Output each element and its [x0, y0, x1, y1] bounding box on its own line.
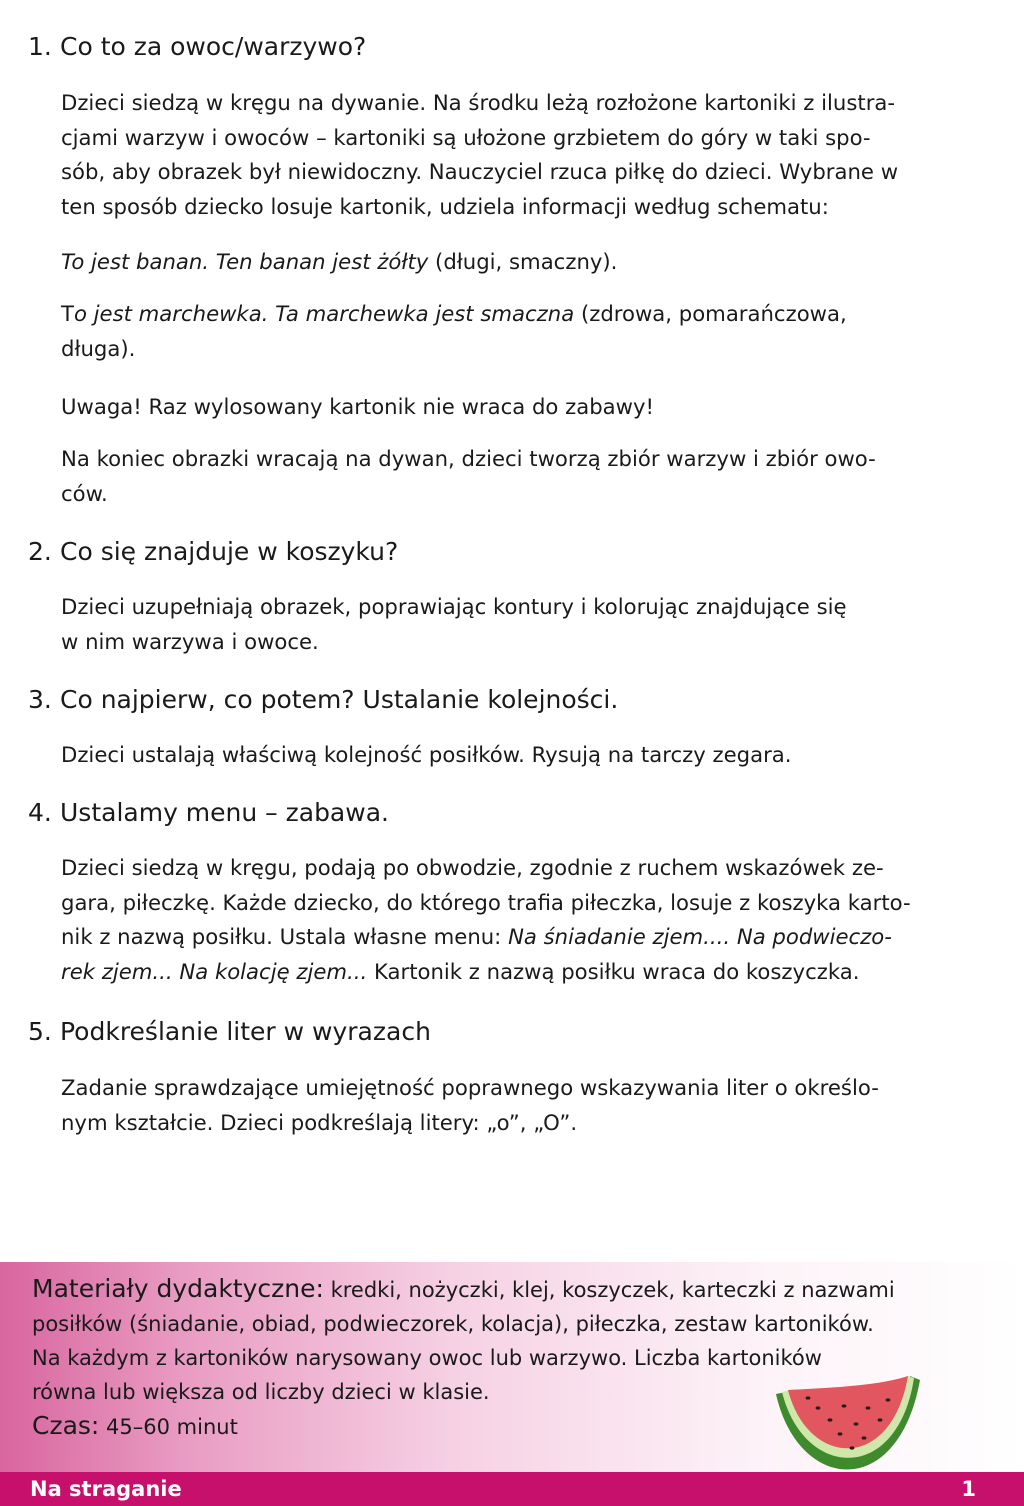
- text-line: ców.: [61, 480, 108, 506]
- materials-label: Materiały dydaktyczne:: [32, 1274, 324, 1303]
- example-rest: (zdrowa, pomarańczowa,: [574, 301, 847, 326]
- text-line: cjami warzyw i owoców – kartoniki są ułożone grzbietem do góry w taki spo-: [61, 124, 871, 150]
- section-title: Co to za owoc/warzywo?: [60, 32, 367, 61]
- section-1-heading: [28, 31, 366, 63]
- section-number: 4.: [28, 798, 52, 827]
- closing: [61, 442, 996, 511]
- section-2-heading: [28, 536, 398, 568]
- watermelon-icon: [768, 1372, 928, 1506]
- example-rest: (długi, smaczny).: [428, 249, 618, 274]
- text-plain: nik z nazwą posiłku. Ustala własne menu:: [61, 924, 509, 949]
- example-1: [61, 245, 996, 280]
- text-italic: rek zjem... Na kolację zjem...: [61, 958, 368, 984]
- materials-line: Na każdym z kartoników narysowany owoc lub warzywo. Liczba kartoników: [32, 1346, 822, 1370]
- text-line: Na koniec obrazki wracają na dywan, dzieci tworzą zbiór warzyw i zbiór owo-: [61, 446, 876, 471]
- section-number: 3.: [28, 685, 52, 714]
- section-4-heading: [28, 797, 389, 829]
- section-title: Ustalamy menu – zabawa.: [60, 798, 389, 827]
- text-line: w nim warzywa i owoce.: [61, 628, 319, 654]
- example-letter: T: [61, 301, 74, 326]
- section-number: 2.: [28, 537, 52, 566]
- text-plain: Kartonik z nazwą posiłku wraca do koszyczka.: [367, 958, 860, 984]
- text-line: ten sposób dziecko losuje kartonik, udziela informacji według schematu:: [61, 193, 829, 219]
- section-3-heading: [28, 684, 618, 716]
- section-2-paragraph: [61, 590, 996, 659]
- text-line: Dzieci ustalają właściwą kolejność posiłków. Rysują na tarczy zegara.: [61, 742, 792, 767]
- text-italic: Na śniadanie zjem.... Na podwieczo-: [508, 924, 892, 949]
- materials-line: kredki, nożyczki, klej, koszyczek, karteczki z nazwami: [323, 1278, 895, 1302]
- section-title: Podkreślanie liter w wyrazach: [60, 1017, 431, 1046]
- section-3-paragraph: [61, 738, 996, 773]
- text-line: długa).: [61, 335, 136, 361]
- text-line: nym kształcie. Dzieci podkreślają litery: „o”, „O”.: [61, 1109, 578, 1135]
- section-title: Co najpierw, co potem? Ustalanie kolejności.: [60, 685, 619, 714]
- section-number: 5.: [28, 1017, 52, 1046]
- text-line: gara, piłeczkę. Każde dziecko, do którego trafia piłeczka, losuje z koszyka karto-: [61, 889, 911, 915]
- text-line: Dzieci siedzą w kręgu, podają po obwodzie, zgodnie z ruchem wskazówek ze-: [61, 855, 884, 880]
- example-italic: To jest banan. Ten banan jest żółty: [61, 249, 429, 274]
- section-5-heading: [28, 1016, 431, 1048]
- section-number: 1.: [28, 32, 52, 61]
- text-line: Dzieci siedzą w kręgu na dywanie. Na środku leżą rozłożone kartoniki z ilustra-: [61, 90, 896, 115]
- text-line: Dzieci uzupełniają obrazek, poprawiając kontury i kolorując znajdujące się: [61, 594, 847, 619]
- page-number: 1: [961, 1477, 976, 1501]
- example-italic: o jest marchewka. Ta marchewka jest smaczna: [73, 301, 575, 326]
- section-1-paragraph: [61, 86, 996, 224]
- section-5-paragraph: [61, 1071, 996, 1140]
- time-value: 45–60 minut: [99, 1415, 238, 1439]
- text-line: Uwaga! Raz wylosowany kartonik nie wraca do zabawy!: [61, 394, 655, 419]
- section-title: Co się znajduje w koszyku?: [60, 537, 399, 566]
- note: [61, 390, 996, 425]
- materials-line: równa lub większa od liczby dzieci w klasie.: [32, 1380, 490, 1404]
- text-line: sób, aby obrazek był niewidoczny. Nauczyciel rzuca piłkę do dzieci. Wybrane w: [61, 159, 899, 184]
- text-line: Zadanie sprawdzające umiejętność poprawnego wskazywania liter o określo-: [61, 1075, 879, 1100]
- footer-title: Na straganie: [30, 1477, 182, 1501]
- section-4-paragraph: [61, 851, 996, 989]
- time-label: Czas:: [32, 1411, 100, 1440]
- example-2: [61, 297, 996, 366]
- materials-line: posiłków (śniadanie, obiad, podwieczorek, kolacja), piłeczka, zestaw kartoników.: [32, 1312, 874, 1336]
